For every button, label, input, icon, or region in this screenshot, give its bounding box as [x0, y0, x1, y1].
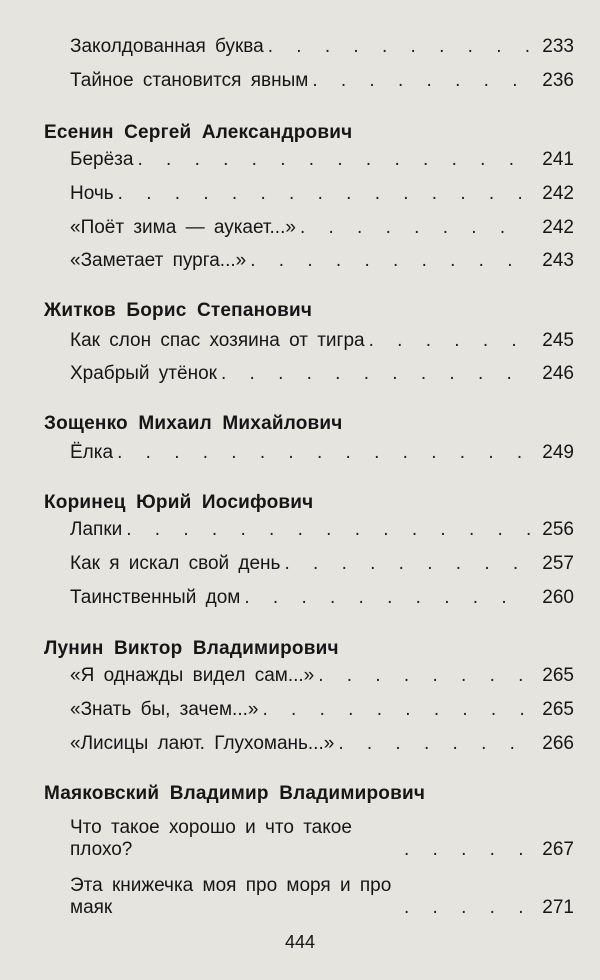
dot-leader	[404, 897, 530, 919]
author-heading: Коринец Юрий Иосифович	[44, 492, 314, 513]
entry-title: Тайное становится явным	[70, 70, 309, 91]
entry-title: Как слон спас хозяина от тигра	[70, 330, 365, 351]
entry-page-number: 245	[542, 330, 574, 351]
toc-entry	[70, 330, 574, 352]
entry-page-number: 267	[542, 839, 574, 860]
entry-page-number: 266	[542, 733, 574, 754]
toc-entry	[70, 250, 574, 272]
entry-title: Эта книжечка моя про моря и про маяк	[70, 875, 392, 918]
dot-leader	[262, 699, 530, 721]
author-heading: Лунин Виктор Владимирович	[44, 638, 339, 659]
entry-title: «Знать бы, зачем...»	[70, 699, 259, 720]
toc-entry	[70, 442, 574, 464]
entry-page-number: 249	[542, 442, 574, 463]
toc-entry	[70, 665, 574, 687]
entry-page-number: 243	[542, 250, 574, 271]
toc-entry	[70, 875, 574, 919]
entry-title: Как я искал свой день	[70, 553, 281, 574]
dot-leader	[404, 839, 530, 861]
dot-leader	[369, 330, 530, 352]
entry-page-number: 242	[542, 217, 574, 238]
toc-entry	[70, 733, 574, 755]
entry-title: «Я однажды видел сам...»	[70, 665, 315, 686]
author-heading: Маяковский Владимир Владимирович	[44, 783, 426, 804]
dot-leader	[250, 250, 530, 272]
dot-leader	[300, 217, 530, 239]
entry-title: Заколдованная буква	[70, 36, 264, 57]
author-heading: Есенин Сергей Александрович	[44, 122, 353, 143]
toc-entry	[70, 587, 574, 609]
entry-title: Храбрый утёнок	[70, 363, 217, 384]
entry-page-number: 241	[542, 149, 574, 170]
dot-leader	[268, 36, 530, 58]
dot-leader	[118, 183, 530, 205]
toc-entry	[70, 217, 574, 239]
entry-page-number: 260	[542, 587, 574, 608]
toc-entry	[70, 149, 574, 171]
entry-page-number: 233	[542, 36, 574, 57]
entry-page-number: 236	[542, 70, 574, 91]
toc-entry	[70, 183, 574, 205]
entry-page-number: 242	[542, 183, 574, 204]
entry-page-number: 257	[542, 553, 574, 574]
dot-leader	[312, 70, 530, 92]
entry-title: «Поёт зима — аукает...»	[70, 217, 296, 238]
entry-title: Ночь	[70, 183, 114, 204]
entry-title: «Лисицы лают. Глухомань...»	[70, 733, 335, 754]
toc-entry	[70, 36, 574, 58]
dot-leader	[244, 587, 530, 609]
entry-page-number: 256	[542, 519, 574, 540]
entry-title: Ёлка	[70, 442, 114, 463]
entry-page-number: 265	[542, 665, 574, 686]
dot-leader	[117, 442, 530, 464]
entry-title: «Заметает пурга...»	[70, 250, 247, 271]
dot-leader	[284, 553, 530, 575]
dot-leader	[318, 665, 530, 687]
entry-title: Что такое хорошо и что такое плохо?	[70, 817, 352, 860]
entry-title: Лапки	[70, 519, 123, 540]
author-heading: Зощенко Михаил Михайлович	[44, 413, 343, 434]
entry-title: Берёза	[70, 149, 134, 170]
page-number: 444	[284, 932, 316, 952]
dot-leader	[338, 733, 530, 755]
author-heading: Житков Борис Степанович	[44, 300, 313, 321]
dot-leader	[126, 519, 530, 541]
dot-leader	[137, 149, 530, 171]
entry-title: Таинственный дом	[70, 587, 241, 608]
entry-page-number: 265	[542, 699, 574, 720]
dot-leader	[221, 363, 530, 385]
entry-page-number: 271	[542, 897, 574, 918]
entry-page-number: 246	[542, 363, 574, 384]
toc-entry	[70, 70, 574, 92]
toc-entry	[70, 817, 574, 861]
toc-entry	[70, 699, 574, 721]
toc-entry	[70, 553, 574, 575]
toc-entry	[70, 519, 574, 541]
toc-entry	[70, 363, 574, 385]
